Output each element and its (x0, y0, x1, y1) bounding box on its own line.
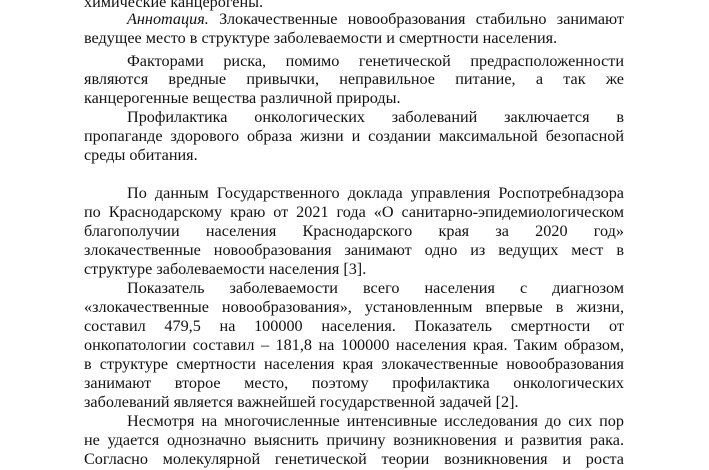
text-line: По данным Государственного доклада управления Роспотребнадзора (127, 184, 624, 202)
text-line: занимают второе место, поэтому профилактика онкологических (84, 374, 624, 392)
text-line: Несмотря на многочисленные интенсивные исследования до сих пор (127, 412, 624, 430)
text-line: химические канцерогены. (84, 0, 264, 11)
text-line: пропаганде здорового образа жизни и создании максимальной безопасной (84, 127, 624, 145)
text-line: в структуре смертности населения края злокачественные новообразования (84, 355, 624, 373)
text-line: Показатель заболеваемости всего населения с диагнозом (127, 279, 624, 297)
text-line: онкопатологии составил – 181,8 на 100000 населения края. Таким образом, (84, 336, 624, 354)
text-line: Согласно молекулярной генетической теории возникновения и роста (84, 450, 624, 468)
text-line: по Краснодарскому краю от 2021 года «О санитарно-эпидемиологическом (84, 203, 624, 221)
text-line: не удается однозначно выяснить причину возникновения и развития рака. (84, 431, 624, 449)
text-line: благополучии населения Краснодарского края за 2020 год» (84, 222, 624, 240)
text-line: канцерогенные вещества различной природы. (84, 89, 401, 107)
text-line: структуре заболеваемости населения [3]. (84, 260, 367, 278)
text-line: составил 479,5 на 100000 населения. Показатель смертности от (84, 317, 624, 335)
abstract-label: Аннотация. (127, 10, 209, 28)
text-line: Факторами риска, помимо генетической предрасположенности (127, 52, 624, 70)
text-line: «злокачественные новообразования», установленным впервые в жизни, (84, 298, 624, 316)
text-line: являются вредные привычки, неправильное питание, а так же (84, 70, 624, 88)
text-line: Профилактика онкологических заболеваний заключается в (127, 108, 624, 126)
text-line: ведущее место в структуре заболеваемости и смертности населения. (84, 29, 558, 47)
abstract-line (127, 10, 624, 29)
text-line: заболеваний является важнейшей государственной задачей [2]. (84, 393, 519, 411)
abstract-text: Злокачественные новообразования стабильно занимают (208, 10, 624, 28)
text-line: злокачественные новообразования занимают одно из ведущих мест в (84, 241, 624, 259)
text-line: среды обитания. (84, 146, 198, 164)
